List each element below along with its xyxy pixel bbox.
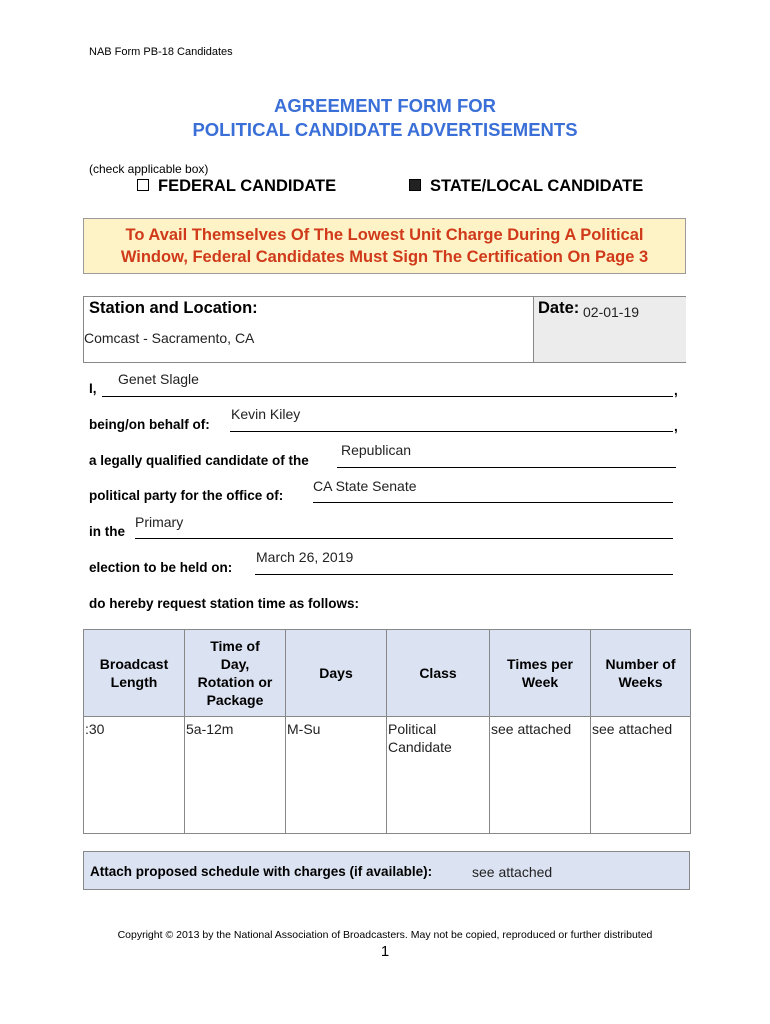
comma-1: , bbox=[674, 383, 678, 398]
cell-broadcast-length[interactable]: :30 bbox=[84, 717, 185, 834]
office-field[interactable]: CA State Senate bbox=[313, 478, 417, 494]
candidate-underline bbox=[337, 467, 676, 468]
federal-checkbox[interactable] bbox=[137, 179, 149, 191]
attach-label: Attach proposed schedule with charges (if available): bbox=[90, 864, 433, 879]
party-field[interactable]: Republican bbox=[341, 442, 412, 458]
cell-number-of-weeks[interactable]: see attached bbox=[591, 717, 691, 834]
copyright-notice: Copyright © 2013 by the National Association of Broadcasters. May not be copied, reproduced or further distributed bbox=[117, 929, 653, 941]
request-text: do hereby request station time as follows: bbox=[89, 596, 360, 611]
cell-days[interactable]: M-Su bbox=[286, 717, 387, 834]
i-label: I, bbox=[89, 381, 97, 396]
check-note: (check applicable box) bbox=[89, 162, 209, 176]
behalf-label: being/on behalf of: bbox=[89, 417, 210, 432]
behalf-underline bbox=[230, 431, 673, 432]
federal-label: FEDERAL CANDIDATE bbox=[158, 177, 337, 195]
notice-line-2: Window, Federal Candidates Must Sign The Certification On Page 3 bbox=[120, 248, 649, 266]
cell-class[interactable]: Political Candidate bbox=[387, 717, 490, 834]
state-local-checkbox[interactable] bbox=[409, 179, 421, 191]
header-time-of-day: Time of Day, Rotation or Package bbox=[185, 630, 286, 717]
header-days: Days bbox=[286, 630, 387, 717]
in-the-underline bbox=[135, 538, 673, 539]
i-underline bbox=[102, 396, 673, 397]
state-local-label: STATE/LOCAL CANDIDATE bbox=[430, 177, 644, 195]
cell-time-of-day[interactable]: 5a-12m bbox=[185, 717, 286, 834]
state-local-candidate-option[interactable] bbox=[409, 177, 643, 196]
attach-field[interactable]: see attached bbox=[472, 864, 553, 880]
office-underline bbox=[313, 502, 673, 503]
in-the-label: in the bbox=[89, 524, 125, 539]
form-id: NAB Form PB-18 Candidates bbox=[89, 46, 233, 58]
date-label: Date: bbox=[538, 299, 580, 317]
date-field[interactable]: 02-01-19 bbox=[583, 304, 640, 320]
office-label: political party for the office of: bbox=[89, 488, 284, 503]
federal-candidate-option[interactable] bbox=[137, 177, 336, 196]
title-line-2: POLITICAL CANDIDATE ADVERTISEMENTS bbox=[192, 119, 578, 140]
station-field[interactable]: Comcast - Sacramento, CA bbox=[84, 330, 255, 346]
header-number-of-weeks: Number of Weeks bbox=[591, 630, 691, 717]
schedule-table bbox=[83, 629, 690, 834]
candidate-label: a legally qualified candidate of the bbox=[89, 453, 309, 468]
header-times-per-week: Times per Week bbox=[490, 630, 591, 717]
lowest-unit-charge-notice bbox=[83, 218, 686, 274]
i-name-field[interactable]: Genet Slagle bbox=[118, 371, 199, 387]
title-line-1: AGREEMENT FORM FOR bbox=[274, 95, 496, 116]
header-broadcast-length: Broadcast Length bbox=[84, 630, 185, 717]
table-row bbox=[84, 717, 691, 834]
page-number: 1 bbox=[380, 943, 390, 960]
election-underline bbox=[255, 574, 673, 575]
schedule-header-row bbox=[84, 630, 691, 717]
cell-times-per-week[interactable]: see attached bbox=[490, 717, 591, 834]
behalf-field[interactable]: Kevin Kiley bbox=[231, 406, 301, 422]
election-label: election to be held on: bbox=[89, 560, 233, 575]
election-date-field[interactable]: March 26, 2019 bbox=[256, 549, 354, 565]
notice-line-1: To Avail Themselves Of The Lowest Unit Charge During A Political bbox=[125, 226, 644, 244]
station-label: Station and Location: bbox=[89, 299, 258, 317]
header-class: Class bbox=[387, 630, 490, 717]
comma-2: , bbox=[674, 419, 678, 434]
election-type-field[interactable]: Primary bbox=[135, 514, 184, 530]
